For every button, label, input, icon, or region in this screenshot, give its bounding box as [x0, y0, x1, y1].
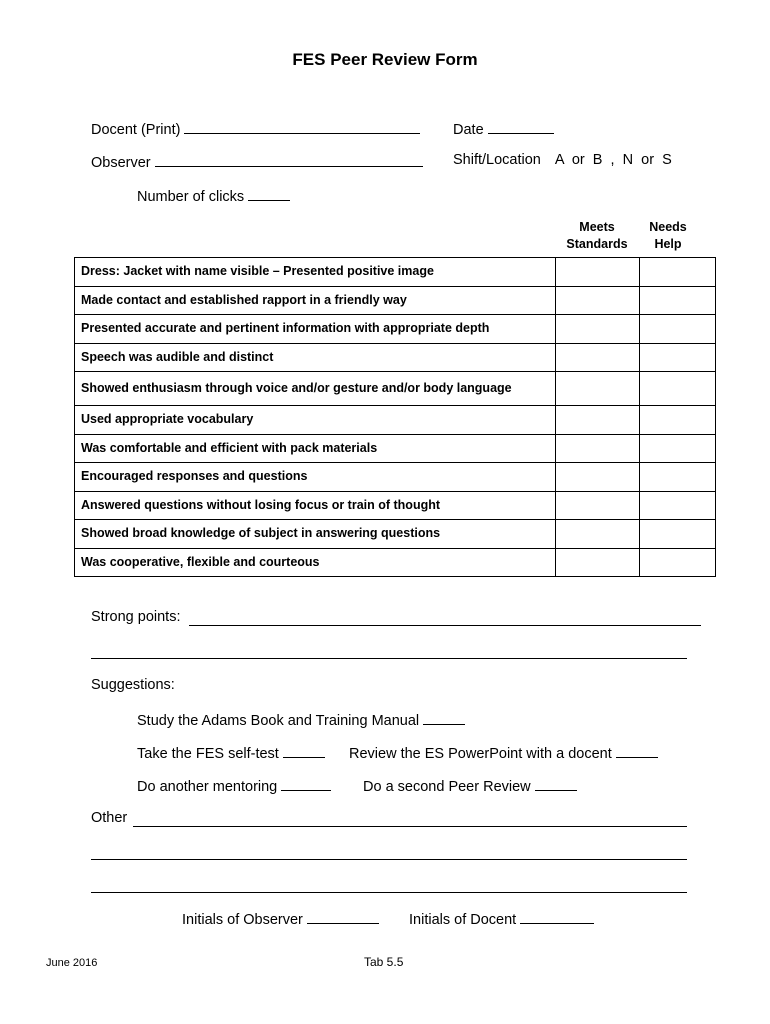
docent-label: Docent (Print): [91, 122, 181, 138]
meets-standards-cell[interactable]: [556, 406, 640, 435]
other-line-3[interactable]: [91, 892, 687, 893]
date-field[interactable]: [453, 119, 554, 138]
suggestion-study[interactable]: [137, 710, 465, 729]
criterion-label: Was comfortable and efficient with pack materials: [75, 434, 556, 463]
table-row: [75, 286, 716, 315]
other-label: Other: [91, 810, 128, 826]
table-row: [75, 258, 716, 287]
suggestion-self-test-label: Take the FES self-test: [137, 746, 279, 762]
suggestion-self-test-line[interactable]: [283, 743, 325, 758]
suggestion-study-label: Study the Adams Book and Training Manual: [137, 713, 420, 729]
table-row: [75, 372, 716, 406]
initials-observer-line[interactable]: [307, 909, 379, 924]
needs-help-cell[interactable]: [640, 315, 716, 344]
initials-observer-field[interactable]: [182, 909, 379, 928]
criterion-label: Answered questions without losing focus or train of thought: [75, 491, 556, 520]
clicks-label: Number of clicks: [137, 189, 245, 205]
table-row: [75, 406, 716, 435]
footer-date: June 2016: [46, 957, 98, 969]
docent-field[interactable]: [91, 119, 420, 138]
suggestion-peer-review[interactable]: [363, 776, 577, 795]
needs-help-cell[interactable]: [640, 520, 716, 549]
initials-docent-label: Initials of Docent: [409, 912, 517, 928]
date-line[interactable]: [488, 119, 554, 134]
observer-line[interactable]: [155, 152, 423, 167]
initials-docent-field[interactable]: [409, 909, 594, 928]
suggestions-label: Suggestions:: [91, 677, 175, 693]
shift-location-label: Shift/Location: [453, 152, 541, 168]
column-header-needs-help: Needs Help: [649, 220, 687, 251]
table-row: [75, 491, 716, 520]
needs-help-cell[interactable]: [640, 463, 716, 492]
criterion-label: Made contact and established rapport in a friendly way: [75, 286, 556, 315]
criterion-label: Encouraged responses and questions: [75, 463, 556, 492]
table-row: [75, 548, 716, 577]
meets-standards-cell[interactable]: [556, 548, 640, 577]
needs-help-cell[interactable]: [640, 372, 716, 406]
meets-standards-cell[interactable]: [556, 286, 640, 315]
initials-observer-label: Initials of Observer: [182, 912, 303, 928]
date-label: Date: [453, 122, 484, 138]
needs-help-cell[interactable]: [640, 434, 716, 463]
meets-standards-cell[interactable]: [556, 520, 640, 549]
strong-points-label: Strong points:: [91, 609, 181, 625]
suggestion-self-test[interactable]: [137, 743, 325, 762]
strong-points-line[interactable]: [189, 625, 701, 626]
criterion-label: Used appropriate vocabulary: [75, 406, 556, 435]
criterion-label: Showed enthusiasm through voice and/or gesture and/or body language: [75, 372, 556, 406]
meets-standards-cell[interactable]: [556, 434, 640, 463]
suggestion-study-line[interactable]: [423, 710, 465, 725]
suggestion-mentoring-label: Do another mentoring: [137, 779, 278, 795]
meets-standards-cell[interactable]: [556, 315, 640, 344]
clicks-line[interactable]: [248, 186, 290, 201]
form-title: FES Peer Review Form: [292, 50, 478, 69]
observer-field[interactable]: [91, 152, 423, 171]
criterion-label: Dress: Jacket with name visible – Presented positive image: [75, 258, 556, 287]
criteria-table: [74, 257, 716, 577]
suggestion-mentoring-line[interactable]: [281, 776, 331, 791]
suggestion-powerpoint-label: Review the ES PowerPoint with a docent: [349, 746, 612, 762]
meets-standards-cell[interactable]: [556, 463, 640, 492]
needs-help-cell[interactable]: [640, 491, 716, 520]
needs-help-cell[interactable]: [640, 258, 716, 287]
table-row: [75, 463, 716, 492]
suggestion-powerpoint[interactable]: [349, 743, 658, 762]
suggestion-mentoring[interactable]: [137, 776, 331, 795]
suggestion-peer-review-label: Do a second Peer Review: [363, 779, 531, 795]
meets-standards-cell[interactable]: [556, 372, 640, 406]
needs-help-cell[interactable]: [640, 343, 716, 372]
meets-standards-cell[interactable]: [556, 343, 640, 372]
table-row: [75, 343, 716, 372]
table-row: [75, 315, 716, 344]
table-row: [75, 434, 716, 463]
needs-help-cell[interactable]: [640, 286, 716, 315]
initials-docent-line[interactable]: [520, 909, 594, 924]
strong-points-line-2[interactable]: [91, 658, 687, 659]
table-row: [75, 520, 716, 549]
meets-standards-cell[interactable]: [556, 258, 640, 287]
criterion-label: Presented accurate and pertinent information with appropriate depth: [75, 315, 556, 344]
needs-help-cell[interactable]: [640, 406, 716, 435]
shift-location-field: [453, 152, 672, 168]
other-line[interactable]: [133, 826, 687, 827]
column-header-meets-standards: Meets Standards: [566, 220, 628, 251]
criterion-label: Speech was audible and distinct: [75, 343, 556, 372]
needs-help-cell[interactable]: [640, 548, 716, 577]
footer-tab: Tab 5.5: [364, 955, 404, 969]
shift-options[interactable]: A or B , N or S: [554, 152, 672, 168]
clicks-field[interactable]: [137, 186, 290, 205]
meets-standards-cell[interactable]: [556, 491, 640, 520]
docent-line[interactable]: [184, 119, 420, 134]
other-line-2[interactable]: [91, 859, 687, 860]
criterion-label: Was cooperative, flexible and courteous: [75, 548, 556, 577]
observer-label: Observer: [91, 155, 151, 171]
suggestion-peer-review-line[interactable]: [535, 776, 577, 791]
criterion-label: Showed broad knowledge of subject in answering questions: [75, 520, 556, 549]
suggestion-powerpoint-line[interactable]: [616, 743, 658, 758]
